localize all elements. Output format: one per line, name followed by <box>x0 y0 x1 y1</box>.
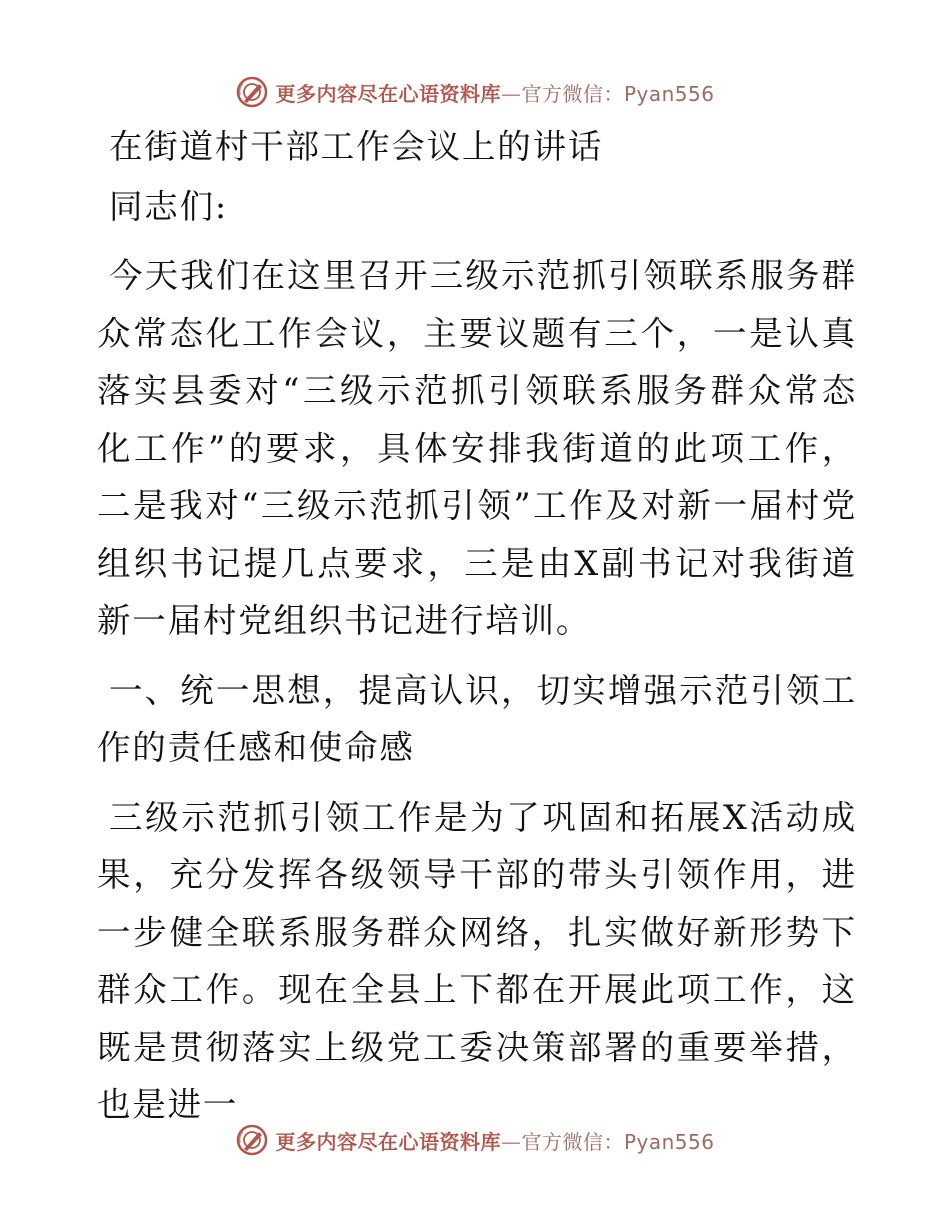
document-body <box>97 118 857 1134</box>
paragraph-section-1: 三级示范抓引领工作是为了巩固和拓展X活动成果，充分发挥各级领导干部的带头引领作用，进一步健全联系服务群众网络，扎实做好新形势下群众工作。现在全县上下都在开展此项工作，这既是贯彻落实上级党工委决策部署的重要举措，也是进一 <box>97 797 857 1124</box>
salutation: 同志们: <box>109 186 228 226</box>
section-heading-1: 一、统一思想，提高认识，切实增强示范引领工作的责任感和使命感 <box>97 670 857 767</box>
watermark-separator: — <box>500 81 522 106</box>
watermark-separator: — <box>500 1129 522 1154</box>
watermark-main-text: 更多内容尽在心语资料库 <box>275 1129 501 1154</box>
header-watermark <box>0 72 950 112</box>
seal-logo-icon <box>235 75 269 109</box>
watermark-text <box>275 1126 714 1155</box>
seal-logo-icon <box>235 1123 269 1157</box>
watermark-contact-text: 官方微信：Pyan556 <box>521 81 715 106</box>
document-title: 在街道村干部工作会议上的讲话 <box>109 127 604 166</box>
paragraph-intro: 今天我们在这里召开三级示范抓引领联系服务群众常态化工作会议，主要议题有三个，一是认真落实县委对“三级示范抓引领联系服务群众常态化工作”的要求，具体安排我街道的此项工作，二是我对“三级示范抓引领”工作及对新一届村党组织书记提几点要求，三是由X副书记对我街道新一届村党组织书记进行培训。 <box>97 256 857 640</box>
footer-watermark <box>0 1120 950 1160</box>
watermark-contact-text: 官方微信：Pyan556 <box>521 1129 715 1154</box>
watermark-main-text: 更多内容尽在心语资料库 <box>275 81 501 106</box>
watermark-text <box>275 78 714 107</box>
